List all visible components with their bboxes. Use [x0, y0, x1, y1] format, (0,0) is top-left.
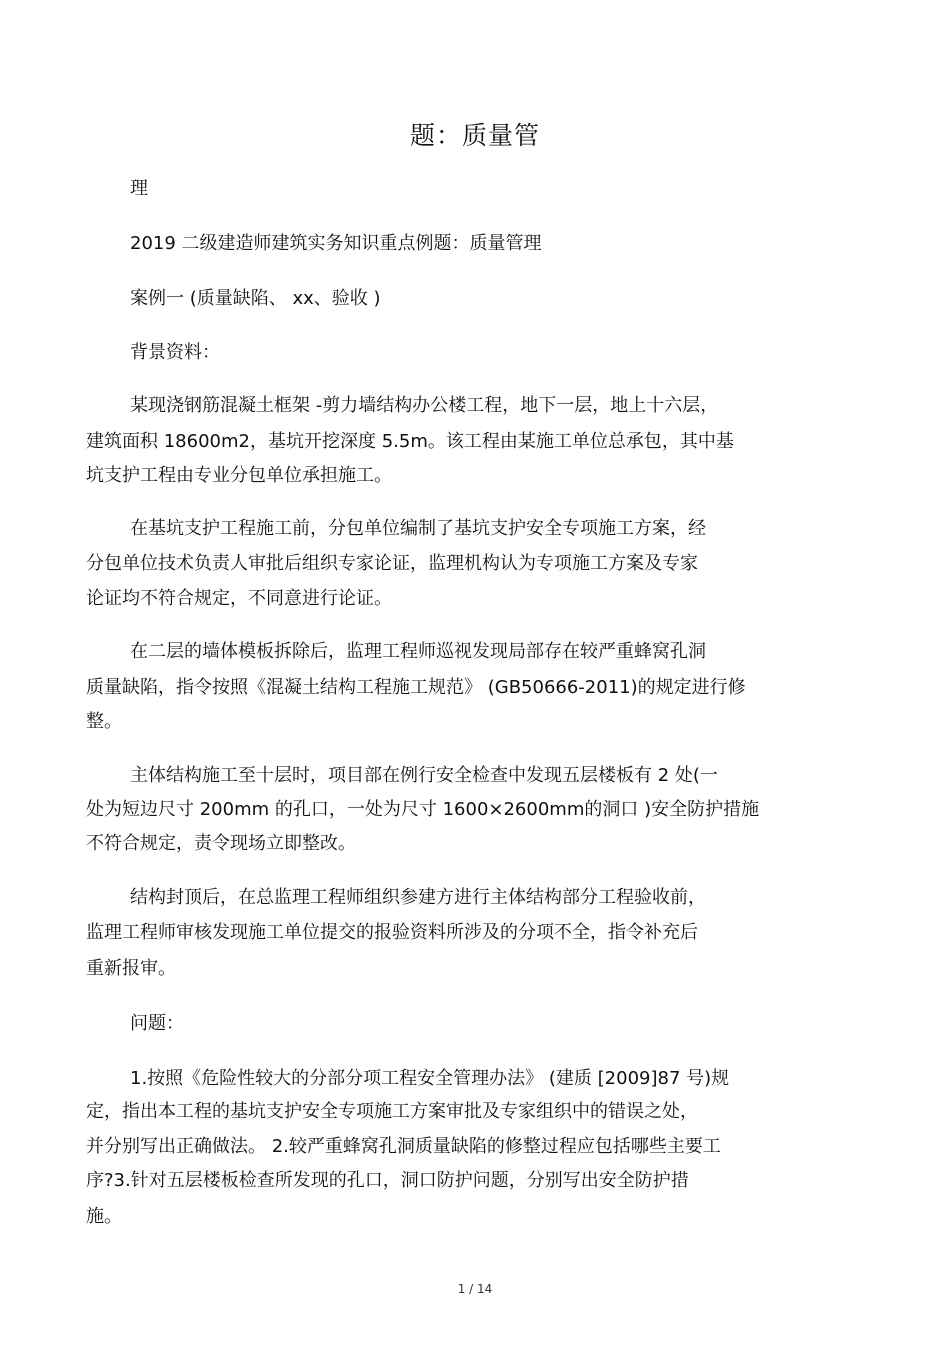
text-line: 施。 — [86, 1206, 122, 1227]
text-line: 1.按照《危险性较大的分部分项工程安全管理办法》 (建质 [2009]87 号)规 — [130, 1068, 730, 1089]
text-line: 不符合规定，责令现场立即整改。 — [86, 833, 356, 854]
text-line: 处为短边尺寸 200mm 的孔口，一处为尺寸 1600×2600mm的洞口 )安全防护措施 — [86, 799, 760, 820]
text-line: 并分别写出正确做法。 2.较严重蜂窝孔洞质量缺陷的修整过程应包括哪些主要工 — [86, 1136, 721, 1157]
text-line: 监理工程师审核发现施工单位提交的报验资料所涉及的分项不全，指令补充后 — [86, 922, 698, 943]
page-number: 1 / 14 — [457, 1282, 493, 1296]
text-line: 论证均不符合规定，不同意进行论证。 — [86, 588, 392, 609]
text-line: 在二层的墙体模板拆除后，监理工程师巡视发现局部存在较严重蜂窝孔洞 — [130, 641, 706, 662]
text-line: 坑支护工程由专业分包单位承担施工。 — [86, 465, 392, 486]
text-line: 背景资料： — [130, 342, 220, 363]
text-line: 在基坑支护工程施工前，分包单位编制了基坑支护安全专项施工方案，经 — [130, 518, 706, 539]
text-line: 分包单位技术负责人审批后组织专家论证，监理机构认为专项施工方案及专家 — [86, 553, 698, 574]
text-line: 质量缺陷，指令按照《混凝土结构工程施工规范》 (GB50666-2011)的规定进行修 — [86, 677, 746, 698]
text-line: 案例一 (质量缺陷、 xx、验收 ) — [130, 288, 381, 309]
text-line: 结构封顶后，在总监理工程师组织参建方进行主体结构部分工程验收前， — [130, 887, 706, 908]
text-line: 问题： — [130, 1013, 184, 1034]
text-line: 整。 — [86, 711, 122, 732]
text-line: 序?3.针对五层楼板检查所发现的孔口，洞口防护问题，分别写出安全防护措 — [86, 1170, 689, 1191]
text-line: 理 — [130, 178, 148, 199]
text-line: 某现浇钢筋混凝土框架 -剪力墙结构办公楼工程，地下一层，地上十六层， — [130, 395, 719, 416]
text-line: 2019 二级建造师建筑实务知识重点例题：质量管理 — [130, 233, 542, 254]
text-line: 建筑面积 18600m2，基坑开挖深度 5.5m。该工程由某施工单位总承包，其中基 — [86, 431, 734, 452]
document-title: 题：质量管 — [409, 121, 540, 150]
text-line: 定，指出本工程的基坑支护安全专项施工方案审批及专家组织中的错误之处， — [86, 1101, 698, 1122]
text-line: 主体结构施工至十层时，项目部在例行安全检查中发现五层楼板有 2 处(一 — [130, 765, 718, 786]
text-line: 重新报审。 — [86, 958, 176, 979]
